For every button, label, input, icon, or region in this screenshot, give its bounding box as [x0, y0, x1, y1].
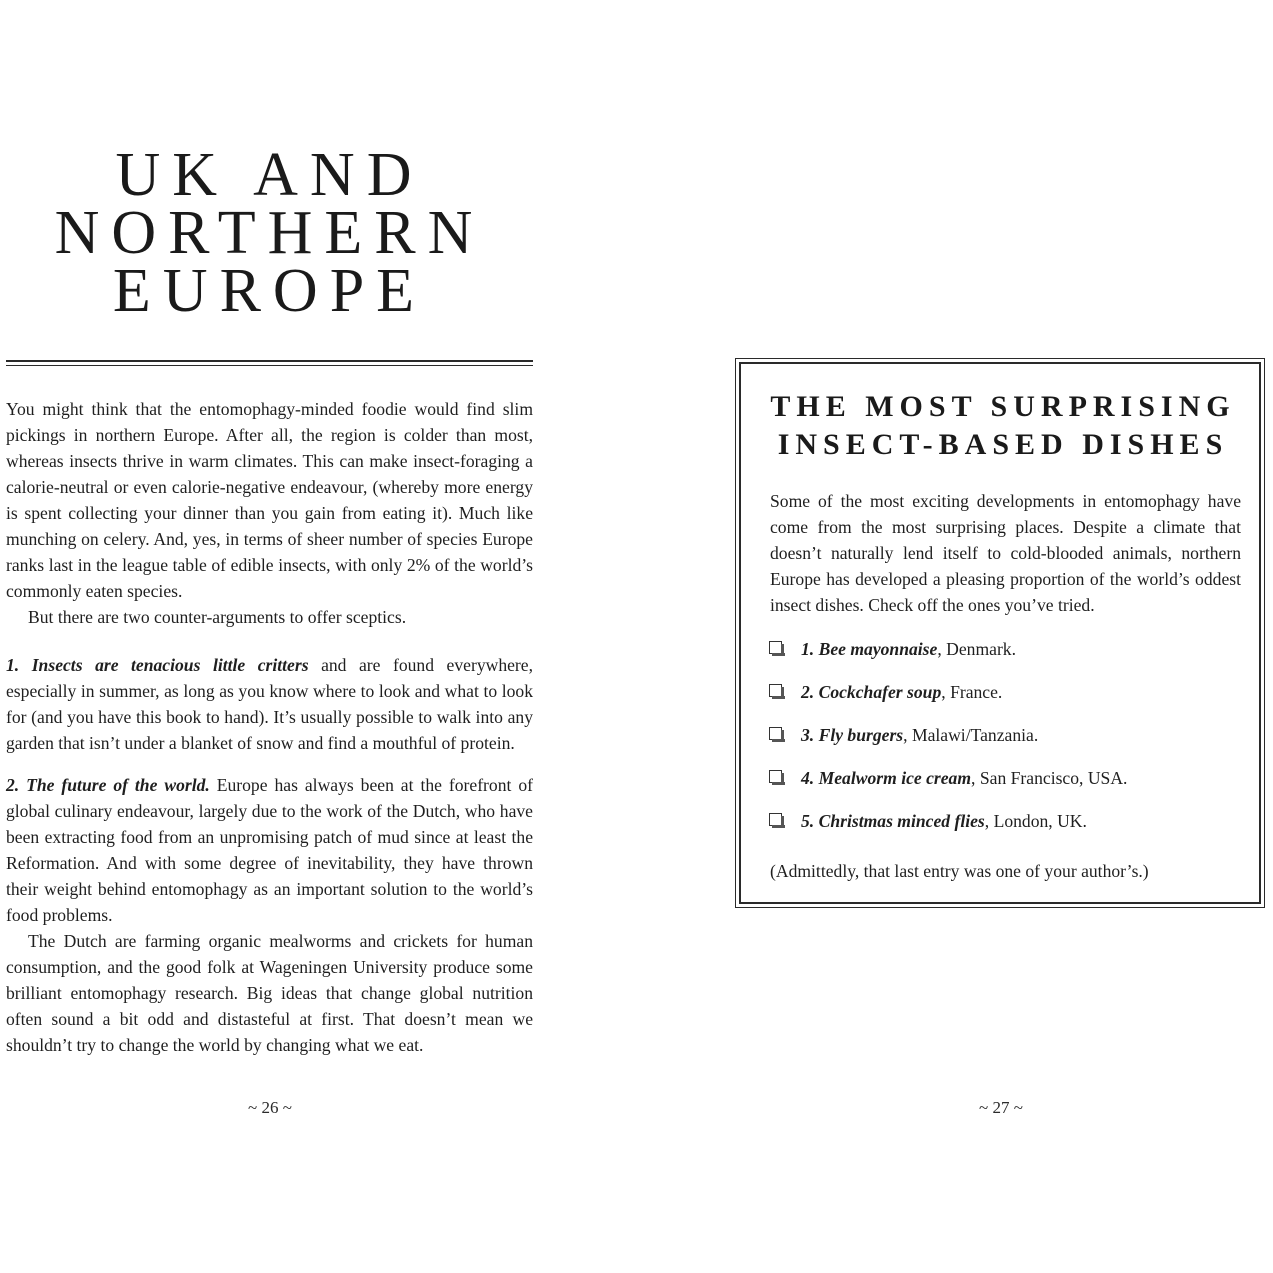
dish-place: , London, UK. [984, 811, 1087, 831]
checklist-item [769, 636, 1249, 679]
dish-name: 4. Mealworm ice cream [801, 768, 972, 788]
checkbox-icon[interactable] [769, 727, 782, 740]
chapter-title-line-2: NORTHERN [54, 199, 485, 267]
closing-paragraph: The Dutch are farming organic mealworms and crickets for human consumption, and the good folk at Wageningen University produce some brilliant entomophagy research. Big ideas that change global nutrition often sound a bit odd and distasteful at first. That doesn’t mean we shouldn’t try to change the world by changing what we eat. [6, 931, 533, 1055]
box-title [741, 388, 1265, 464]
checklist-item [769, 765, 1249, 808]
box-title-line-1: THE MOST SURPRISING [770, 390, 1236, 423]
dish-name: 3. Fly burgers [801, 725, 904, 745]
title-divider [6, 360, 533, 366]
box-note: (Admittedly, that last entry was one of your author’s.) [770, 861, 1149, 881]
dish-place: , San Francisco, USA. [971, 768, 1128, 788]
point-2-paragraph [6, 772, 533, 928]
page-number-left: ~ 26 ~ [248, 1098, 292, 1117]
sidebar-box-inner [739, 362, 1261, 904]
point-2-text: Europe has always been at the forefront of global culinary endeavour, largely due to the work of the Dutch, who have been extracting food from an unpromising patch of mud since at least the Reformation. And with some degree of inevitability, they have thrown their weight behind entomophagy as an important solution to the world’s food problems. [6, 775, 533, 925]
sidebar-box [735, 358, 1265, 908]
checkbox-icon[interactable] [769, 813, 782, 826]
dish-name: 5. Christmas minced flies [801, 811, 985, 831]
dish-place: , Malawi/Tanzania. [903, 725, 1039, 745]
dish-name: 1. Bee mayonnaise [801, 639, 938, 659]
dish-place: , Denmark. [937, 639, 1017, 659]
page-number-right: ~ 27 ~ [979, 1098, 1023, 1117]
point-2-heading: 2. The future of the world. [6, 775, 210, 795]
point-1-paragraph [6, 652, 533, 756]
dish-checklist [769, 636, 1249, 851]
dish-name: 2. Cockchafer soup [801, 682, 942, 702]
point-1-heading: 1. Insects are tenacious little critters [6, 655, 309, 675]
checkbox-icon[interactable] [769, 641, 782, 654]
chapter-title-line-3: EUROPE [112, 257, 427, 325]
checklist-item [769, 679, 1249, 722]
point-1-text: and are found everywhere, especially in summer, as long as you know where to look and what to look for (and you have this book to hand). It’s usually possible to walk into any garden that isn’t under a blanket of snow and find a mouthful of protein. [6, 655, 533, 753]
box-title-line-2: INSECT-BASED DISHES [777, 428, 1229, 461]
box-intro: Some of the most exciting developments in entomophagy have come from the most surprising places. Despite a climate that doesn’t naturally lend itself to cold-blooded animals, northern Europe has developed a pleasing proportion of the world’s oddest insect dishes. Check off the ones you’ve tried. [770, 491, 1241, 615]
counter-intro-paragraph: But there are two counter-arguments to offer sceptics. [28, 607, 407, 627]
checkbox-icon[interactable] [769, 684, 782, 697]
chapter-title [6, 141, 533, 325]
chapter-title-line-1: UK AND [115, 141, 424, 209]
intro-paragraph: You might think that the entomophagy-minded foodie would find slim pickings in northern Europe. After all, the region is colder than most, whereas insects thrive in warm climates. This can make insect-foraging a calorie-neutral or even calorie-negative endeavour, (whereby more energy is spent collecting your dinner than you gain from eating it). Much like munching on celery. And, yes, in terms of sheer number of species Europe ranks last in the league table of edible insects, with only 2% of the world’s commonly eaten species. [6, 399, 533, 601]
left-page-body [6, 396, 533, 1058]
checklist-item [769, 808, 1249, 851]
dish-place: , France. [941, 682, 1003, 702]
checkbox-icon[interactable] [769, 770, 782, 783]
checklist-item [769, 722, 1249, 765]
